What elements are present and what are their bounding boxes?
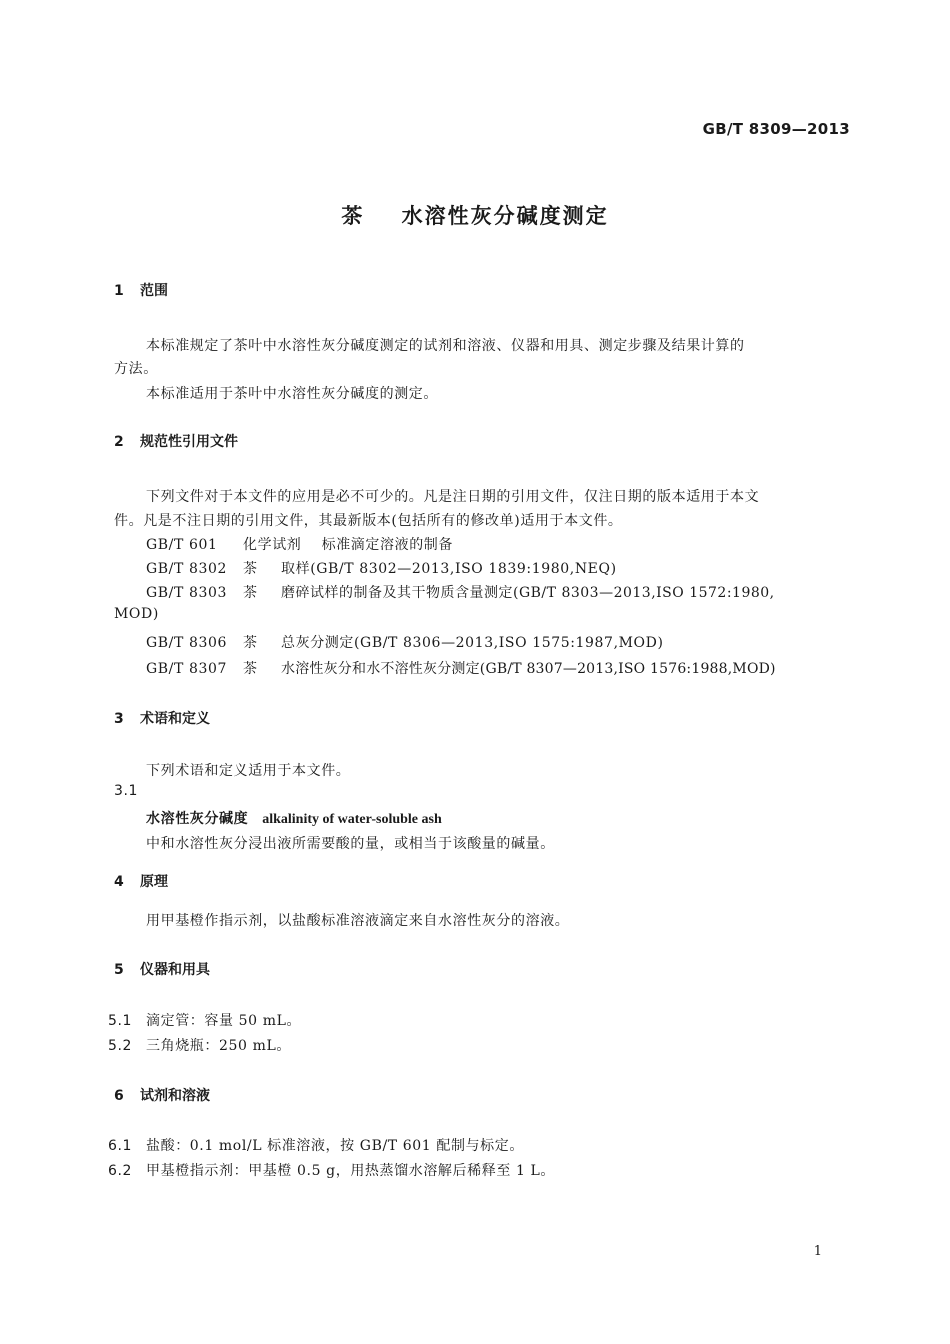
standard-code: GB/T 8309—2013 xyxy=(702,120,850,138)
section-4-heading: 4 原理 xyxy=(114,874,168,890)
section-3-para: 下列术语和定义适用于本文件。 xyxy=(146,763,351,779)
list-item: 5.1 滴定管：容量 50 mL。 xyxy=(108,1013,302,1029)
list-item: 6.2 甲基橙指示剂：甲基橙 0.5 g，用热蒸馏水溶解后稀释至 1 L。 xyxy=(108,1163,556,1179)
reference-item: GB/T 8307 茶 水溶性灰分和水不溶性灰分测定(GB/T 8307—2013,ISO 1576:1988,MOD) xyxy=(146,661,776,677)
term-entry: 水溶性灰分碱度 alkalinity of water-soluble ash xyxy=(146,811,442,827)
term-definition: 中和水溶性灰分浸出液所需要酸的量，或相当于该酸量的碱量。 xyxy=(146,836,555,852)
section-4-para: 用甲基橙作指示剂，以盐酸标准溶液滴定来自水溶性灰分的溶液。 xyxy=(146,913,570,929)
section-5-heading: 5 仪器和用具 xyxy=(114,962,210,978)
reference-item-continuation: MOD) xyxy=(114,606,159,622)
list-item: 5.2 三角烧瓶：250 mL。 xyxy=(108,1038,291,1054)
reference-item: GB/T 8303 茶 磨碎试样的制备及其干物质含量测定(GB/T 8303—2013,ISO 1572:1980, xyxy=(146,585,775,601)
list-item: 6.1 盐酸：0.1 mol/L 标准溶液，按 GB/T 601 配制与标定。 xyxy=(108,1138,524,1154)
section-2-para-line2: 件。凡是不注日期的引用文件，其最新版本(包括所有的修改单)适用于本文件。 xyxy=(114,513,623,529)
term-number: 3.1 xyxy=(114,783,139,799)
page-number: 1 xyxy=(813,1244,822,1259)
reference-item: GB/T 8306 茶 总灰分测定(GB/T 8306—2013,ISO 1575:1987,MOD) xyxy=(146,635,664,651)
reference-item: GB/T 601 化学试剂 标准滴定溶液的制备 xyxy=(146,537,453,553)
section-1-para-2: 本标准适用于茶叶中水溶性灰分碱度的测定。 xyxy=(146,386,438,402)
section-1-heading: 1 范围 xyxy=(114,283,168,299)
section-1-para-line2: 方法。 xyxy=(114,361,158,377)
reference-item: GB/T 8302 茶 取样(GB/T 8302—2013,ISO 1839:1980,NEQ) xyxy=(146,561,617,577)
section-3-heading: 3 术语和定义 xyxy=(114,711,210,727)
section-1-para-line1: 本标准规定了茶叶中水溶性灰分碱度测定的试剂和溶液、仪器和用具、测定步骤及结果计算的 xyxy=(146,338,745,354)
document-title: 茶 水溶性灰分碱度测定 xyxy=(341,204,609,228)
section-2-heading: 2 规范性引用文件 xyxy=(114,434,238,450)
section-6-heading: 6 试剂和溶液 xyxy=(114,1088,210,1104)
section-2-para-line1: 下列文件对于本文件的应用是必不可少的。凡是注日期的引用文件，仅注日期的版本适用于本文 xyxy=(146,489,760,505)
